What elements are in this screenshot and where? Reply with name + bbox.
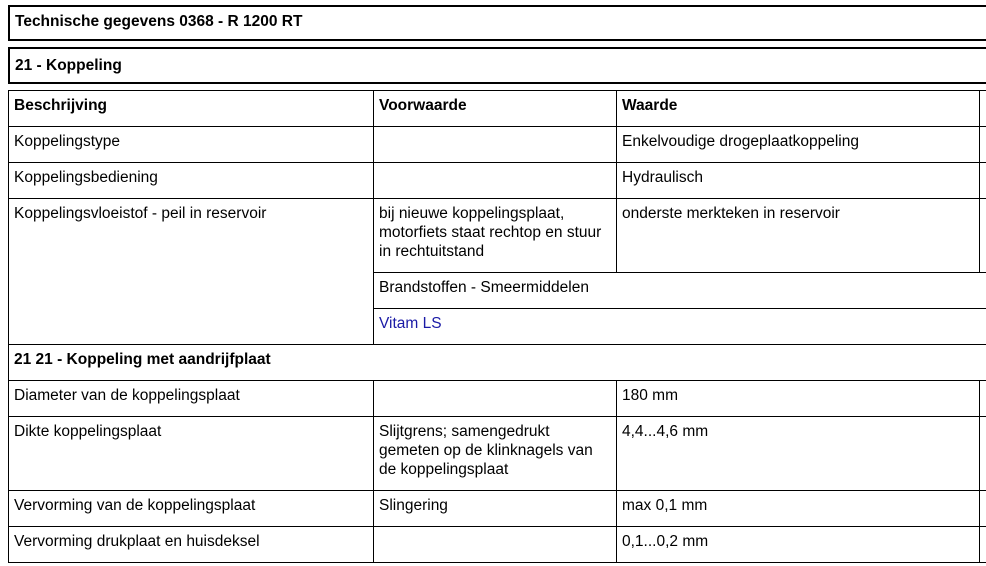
header-condition: Voorwaarde: [374, 91, 617, 127]
row-value: max 0,1 mm: [617, 491, 980, 527]
row-spacer: [980, 491, 986, 527]
table-header-row: [9, 91, 986, 127]
row-condition: [374, 163, 617, 199]
subsection-row: [9, 345, 986, 381]
header-value: Waarde: [617, 91, 980, 127]
row-description: Koppelingsvloeistof - peil in reservoir: [9, 199, 374, 345]
row-condition: Slingering: [374, 491, 617, 527]
section-title: 21 - Koppeling: [8, 47, 986, 84]
fluids-link-cell: [374, 309, 986, 345]
row-condition: bij nieuwe koppelingsplaat, motorfiets staat rechtop en stuur in rechtuitstand: [374, 199, 617, 273]
fluids-label: Brandstoffen - Smeermiddelen: [374, 273, 986, 309]
spec-table: [8, 90, 986, 563]
row-condition: [374, 127, 617, 163]
header-spacer: [980, 91, 986, 127]
row-description: Diameter van de koppelingsplaat: [9, 381, 374, 417]
table-row: [9, 417, 986, 491]
row-condition: [374, 527, 617, 563]
row-spacer: [980, 417, 986, 491]
row-value: 4,4...4,6 mm: [617, 417, 980, 491]
table-row: [9, 527, 986, 563]
row-value: 0,1...0,2 mm: [617, 527, 980, 563]
row-description: Koppelingstype: [9, 127, 374, 163]
header-description: Beschrijving: [9, 91, 374, 127]
row-value: 180 mm: [617, 381, 980, 417]
row-description: Dikte koppelingsplaat: [9, 417, 374, 491]
subsection-title: 21 21 - Koppeling met aandrijfplaat: [9, 345, 986, 381]
row-description: Koppelingsbediening: [9, 163, 374, 199]
document-title: Technische gegevens 0368 - R 1200 RT: [8, 5, 986, 41]
row-spacer: [980, 163, 986, 199]
table-row: [9, 163, 986, 199]
row-value: onderste merkteken in reservoir: [617, 199, 980, 273]
row-value: Hydraulisch: [617, 163, 980, 199]
table-row: [9, 199, 986, 273]
row-spacer: [980, 199, 986, 273]
row-condition: [374, 381, 617, 417]
table-row: [9, 491, 986, 527]
row-spacer: [980, 527, 986, 563]
row-condition: Slijtgrens; samengedrukt gemeten op de klinknagels van de koppelingsplaat: [374, 417, 617, 491]
row-description: Vervorming drukplaat en huisdeksel: [9, 527, 374, 563]
table-row: [9, 127, 986, 163]
row-description: Vervorming van de koppelingsplaat: [9, 491, 374, 527]
row-spacer: [980, 127, 986, 163]
table-row: [9, 381, 986, 417]
row-value: Enkelvoudige drogeplaatkoppeling: [617, 127, 980, 163]
vitam-ls-link[interactable]: Vitam LS: [379, 315, 442, 332]
row-spacer: [980, 381, 986, 417]
